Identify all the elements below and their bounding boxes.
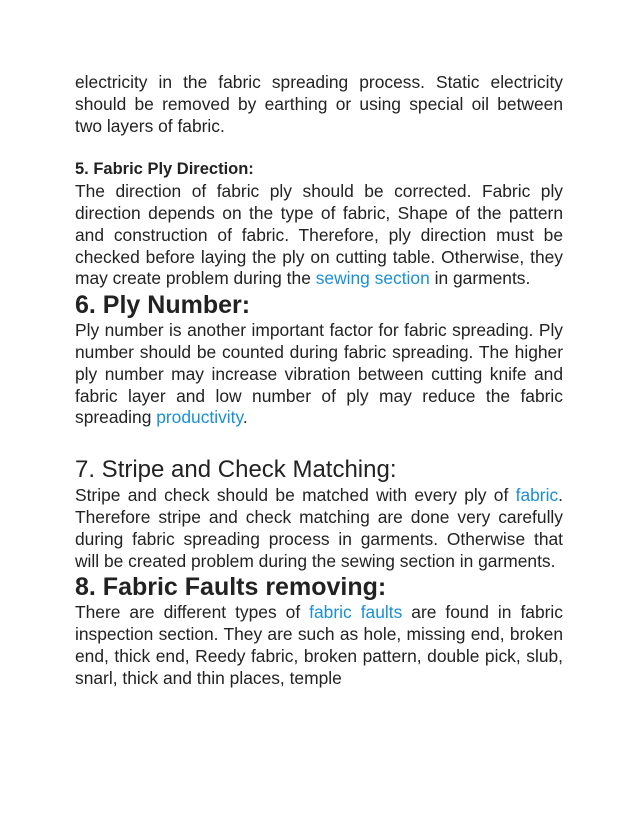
intro-text: electricity in the fabric spreading process. Static electricity should be removed by earthing or using special oil between two layers of fabric. [75, 72, 563, 136]
section-7-heading: 7. Stripe and Check Matching: [75, 456, 397, 484]
spacer [75, 137, 563, 159]
spacer [75, 429, 563, 455]
section-6-paragraph [75, 320, 563, 429]
section-7-paragraph [75, 485, 563, 572]
section-5-paragraph [75, 181, 563, 290]
section-5-text-after: in garments. [429, 268, 531, 289]
fabric-faults-link[interactable]: fabric faults [309, 602, 403, 623]
section-8-heading: 8. Fabric Faults removing: [75, 573, 387, 602]
section-8-text-after: are found in fabric inspection section. They are such as hole, missing end, broken end, thick end, Reedy fabric, broken pattern, double pick, slub, snarl, thick and thin places, temple [75, 602, 563, 688]
section-8-text-before: There are different types of [75, 602, 310, 623]
intro-paragraph [75, 72, 563, 137]
sewing-section-link[interactable]: sewing section [315, 268, 430, 289]
section-6-heading: 6. Ply Number: [75, 291, 251, 320]
productivity-link[interactable]: productivity [156, 407, 243, 428]
document-page [75, 72, 563, 690]
section-5-heading: 5. Fabric Ply Direction: [75, 160, 254, 179]
section-8-paragraph [75, 602, 563, 689]
section-7-text-before: Stripe and check should be matched with every ply of [75, 485, 516, 506]
section-5-text-before: The direction of fabric ply should be corrected. Fabric ply direction depends on the type of fabric, Shape of the pattern and construction of fabric. Therefore, ply direction must be checked before laying the ply on cutting table. Otherwise, they may create problem during the [75, 181, 563, 289]
section-6-text-after: . [242, 407, 248, 428]
fabric-link[interactable]: fabric [515, 485, 559, 506]
section-6-text-before: Ply number is another important factor for fabric spreading. Ply number should be counted during fabric spreading. The higher ply number may increase vibration between cutting knife and fabric layer and low number of ply may reduce the fabric spreading [75, 320, 563, 428]
section-7-text-after: . Therefore stripe and check matching are done very carefully during fabric spreading process in garments. Otherwise that will be created problem during the sewing section in garments. [75, 485, 563, 571]
